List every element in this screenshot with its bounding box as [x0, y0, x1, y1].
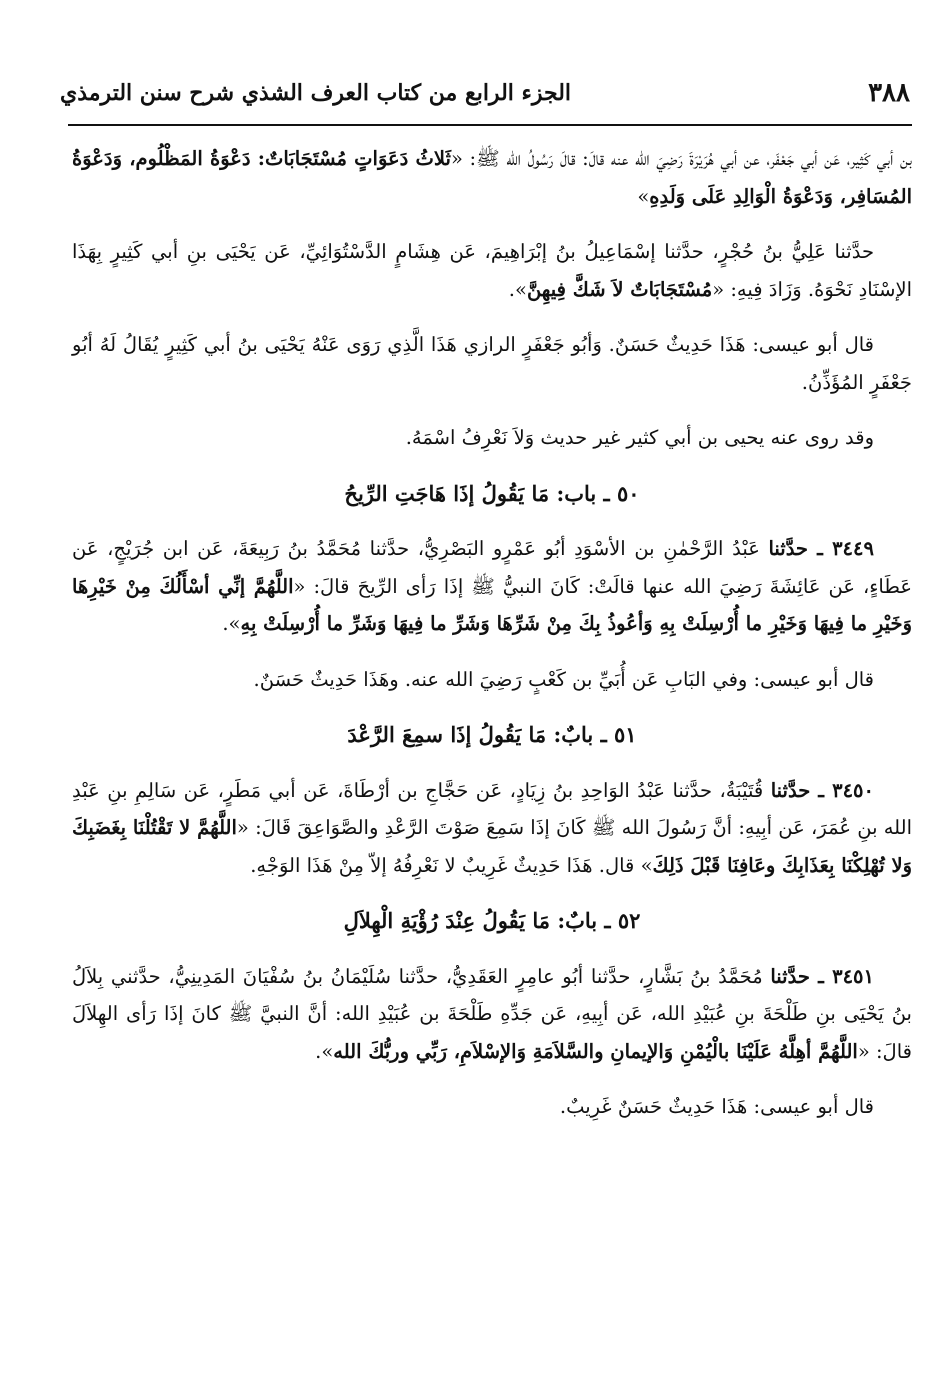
- commentary-paragraph: [72, 661, 912, 699]
- text: ».: [508, 277, 527, 301]
- chapter-heading: ٥١ ـ بابٌ: مَا يَقُولُ إذَا سمِعَ الرَّعْدَ: [347, 722, 637, 747]
- text: بن أبي كَثِير، عَن أبي جَعْفَر، عن أبي هُرَيْرَةَ رَضِيَ الله عنه قالَ: قالَ رَسُولُ الله ﷺ: «: [450, 147, 912, 170]
- text: ».: [222, 612, 241, 635]
- commentary-paragraph: [72, 419, 912, 457]
- header-rule: [68, 124, 912, 126]
- text: مُحَمَّدُ بنُ بَشَّارٍ، حدَّثنا أبُو عامِرٍ العَقَدِيُّ، حدَّثنا سُلَيْمَانُ بنُ سُفْيَانَ المَدِينِيُّ، حدَّثني بِلاَلُ بنُ يَحْيَى بنِ طَلْحَةَ بنِ عُبَيْدِ الله، عَن أبِيهِ، عَن جَدِّهِ طَلْحَةَ بن عُبَيْدِ الله: أنَّ النبيَّ ﷺ كانَ إذَا رَأى الهِلاَلَ قالَ: «: [72, 964, 912, 1063]
- page-header: [60, 78, 910, 118]
- text: قال أبو عيسى: وفي البَابِ عَن أُبَيِّ بن كَعْبٍ رَضِيَ الله عنه. وهَذَا حَدِيثٌ حَسَنٌ.: [253, 667, 874, 691]
- prophetic-supplication: اللَّهُمَّ إنِّي أسْأَلُكَ مِنْ خَيْرِهَا وَخَيْرِ ما فِيهَا وَخَيْرِ ما أُرْسِلَتْ بِهِ وَأعُوذُ بِكَ مِنْ شَرِّهَا وَشَرِّ ما فِيهَا وَشَرِّ ما أُرْسِلَتْ بِهِ: [72, 574, 912, 635]
- text: ».: [315, 1039, 334, 1063]
- text: »: [637, 184, 650, 208]
- chapter-heading: ٥٠ ـ باب: مَا يَقُولُ إذَا هَاجَتِ الرِّيحُ: [344, 480, 640, 506]
- hadith-paragraph: [72, 958, 912, 1071]
- commentary-paragraph: [72, 326, 912, 401]
- prophetic-supplication: مُسْتَجَابَاتٌ لاَ شَكَّ فِيهِنَّ: [526, 277, 713, 301]
- hadith-paragraph: [72, 530, 912, 643]
- chapter-heading: ٥٢ ـ بابٌ: مَا يَقُولُ عِنْدَ رُؤْيَةِ الْهِلاَلِ: [343, 908, 641, 933]
- running-title: الجزء الرابع من كتاب العرف الشذي شرح سنن الترمذي: [60, 80, 572, 106]
- paragraph: [72, 233, 912, 308]
- text: قال أبو عيسى: هَذَا حَدِيثٌ حَسَنٌ غَرِيبٌ.: [559, 1095, 874, 1118]
- hadith-number: ٣٤٥١ ـ حدَّثنا: [770, 964, 874, 988]
- text: قال أبو عيسى: هَذَا حَدِيثٌ حَسَنٌ. وَأبُو جَعْفَرٍ الرازي هَذَا الَّذِي رَوَى عَنْهُ يَحْيَى بنُ أبي كَثِيرٍ يُقَالُ لَهُ أبُو جَعْفَرٍ المُؤَذِّنُ.: [72, 333, 912, 394]
- hadith-paragraph: [72, 772, 912, 885]
- commentary-paragraph: [72, 1088, 912, 1126]
- prophetic-supplication: اللَّهُمَّ أهِلَّهُ عَلَيْنَا بالْيُمْنِ وَالإيمانِ والسَّلاَمَةِ وَالإسْلاَمِ، رَبِّي وربُّكَ الله: [333, 1039, 858, 1063]
- text: عَبْدُ الرَّحْمٰنِ بن الأسْوَدِ أبُو عَمْرٍو البَصْرِيُّ، حدَّثنا مُحَمَّدُ بنُ رَبِيعَةَ، عَن ابن جُرَيْجٍ، عَن عَطَاءٍ، عَن عَائِشَةَ رَضِيَ الله عنها قالَتْ: كَانَ النبيُّ ﷺ إذَا رَأى الرِّيحَ قالَ: «: [72, 537, 912, 598]
- page-number: ٣٨٨: [868, 78, 910, 108]
- text: حدَّثنا عَلِيُّ بنُ حُجْرٍ، حدَّثنا إسْمَاعِيلُ بنُ إبْرَاهِيمَ، عَن هِشَامٍ الدَّسْتُوَائِيِّ، عَن يَحْيَى بنِ أبي كَثِيرٍ بِهَذَا الإسْنَادِ نَحْوَهُ. وَزَادَ فِيهِ: «: [72, 240, 912, 301]
- text: قُتَيْبَةُ، حدَّثنا عَبْدُ الوَاحِدِ بنُ زِيَادٍ، عَن حَجَّاجِ بن أرْطَاةَ، عَن أبي مَطَرٍ، عَن سَالِمِ بنِ عَبْدِ الله بنِ عُمَرَ، عَن أبِيهِ: أنَّ رَسُولَ الله ﷺ كَانَ إذَا سَمِعَ صَوْتَ الرَّعْدِ والصَّوَاعِقَ قَالَ: «: [72, 778, 912, 839]
- hadith-number: ٣٤٥٠ ـ حدَّثنا: [770, 778, 874, 802]
- prophetic-supplication: ثَلاثُ دَعَوَاتٍ مُسْتَجَابَاتٌ: دَعْوَةُ المَظْلُوم، وَدَعْوَةُ المُسَافِر، وَدَعْوَةُ الْوَالِدِ عَلَى وَلَدِهِ: [72, 147, 912, 208]
- prophetic-supplication: اللَّهُمَّ لا تَقْتُلْنَا بِغَضَبِكَ وَلا تُهْلِكْنَا بِعَذَابِكَ وعَافِنَا قَبْلَ ذَلِكَ: [72, 816, 912, 877]
- paragraph: [72, 140, 912, 215]
- page-body: [72, 140, 912, 1144]
- text: وقد روى عنه يحيى بن أبي كثير غير حديث وَلاَ نَعْرِفُ اسْمَهُ.: [405, 426, 874, 449]
- hadith-number: ٣٤٤٩ ـ حدَّثنا: [768, 537, 874, 560]
- text: » قال. هَذَا حَدِيثٌ غَرِيبٌ لا نَعْرِفُهُ إلاّ مِنْ هَذَا الوَجْهِ.: [250, 853, 653, 877]
